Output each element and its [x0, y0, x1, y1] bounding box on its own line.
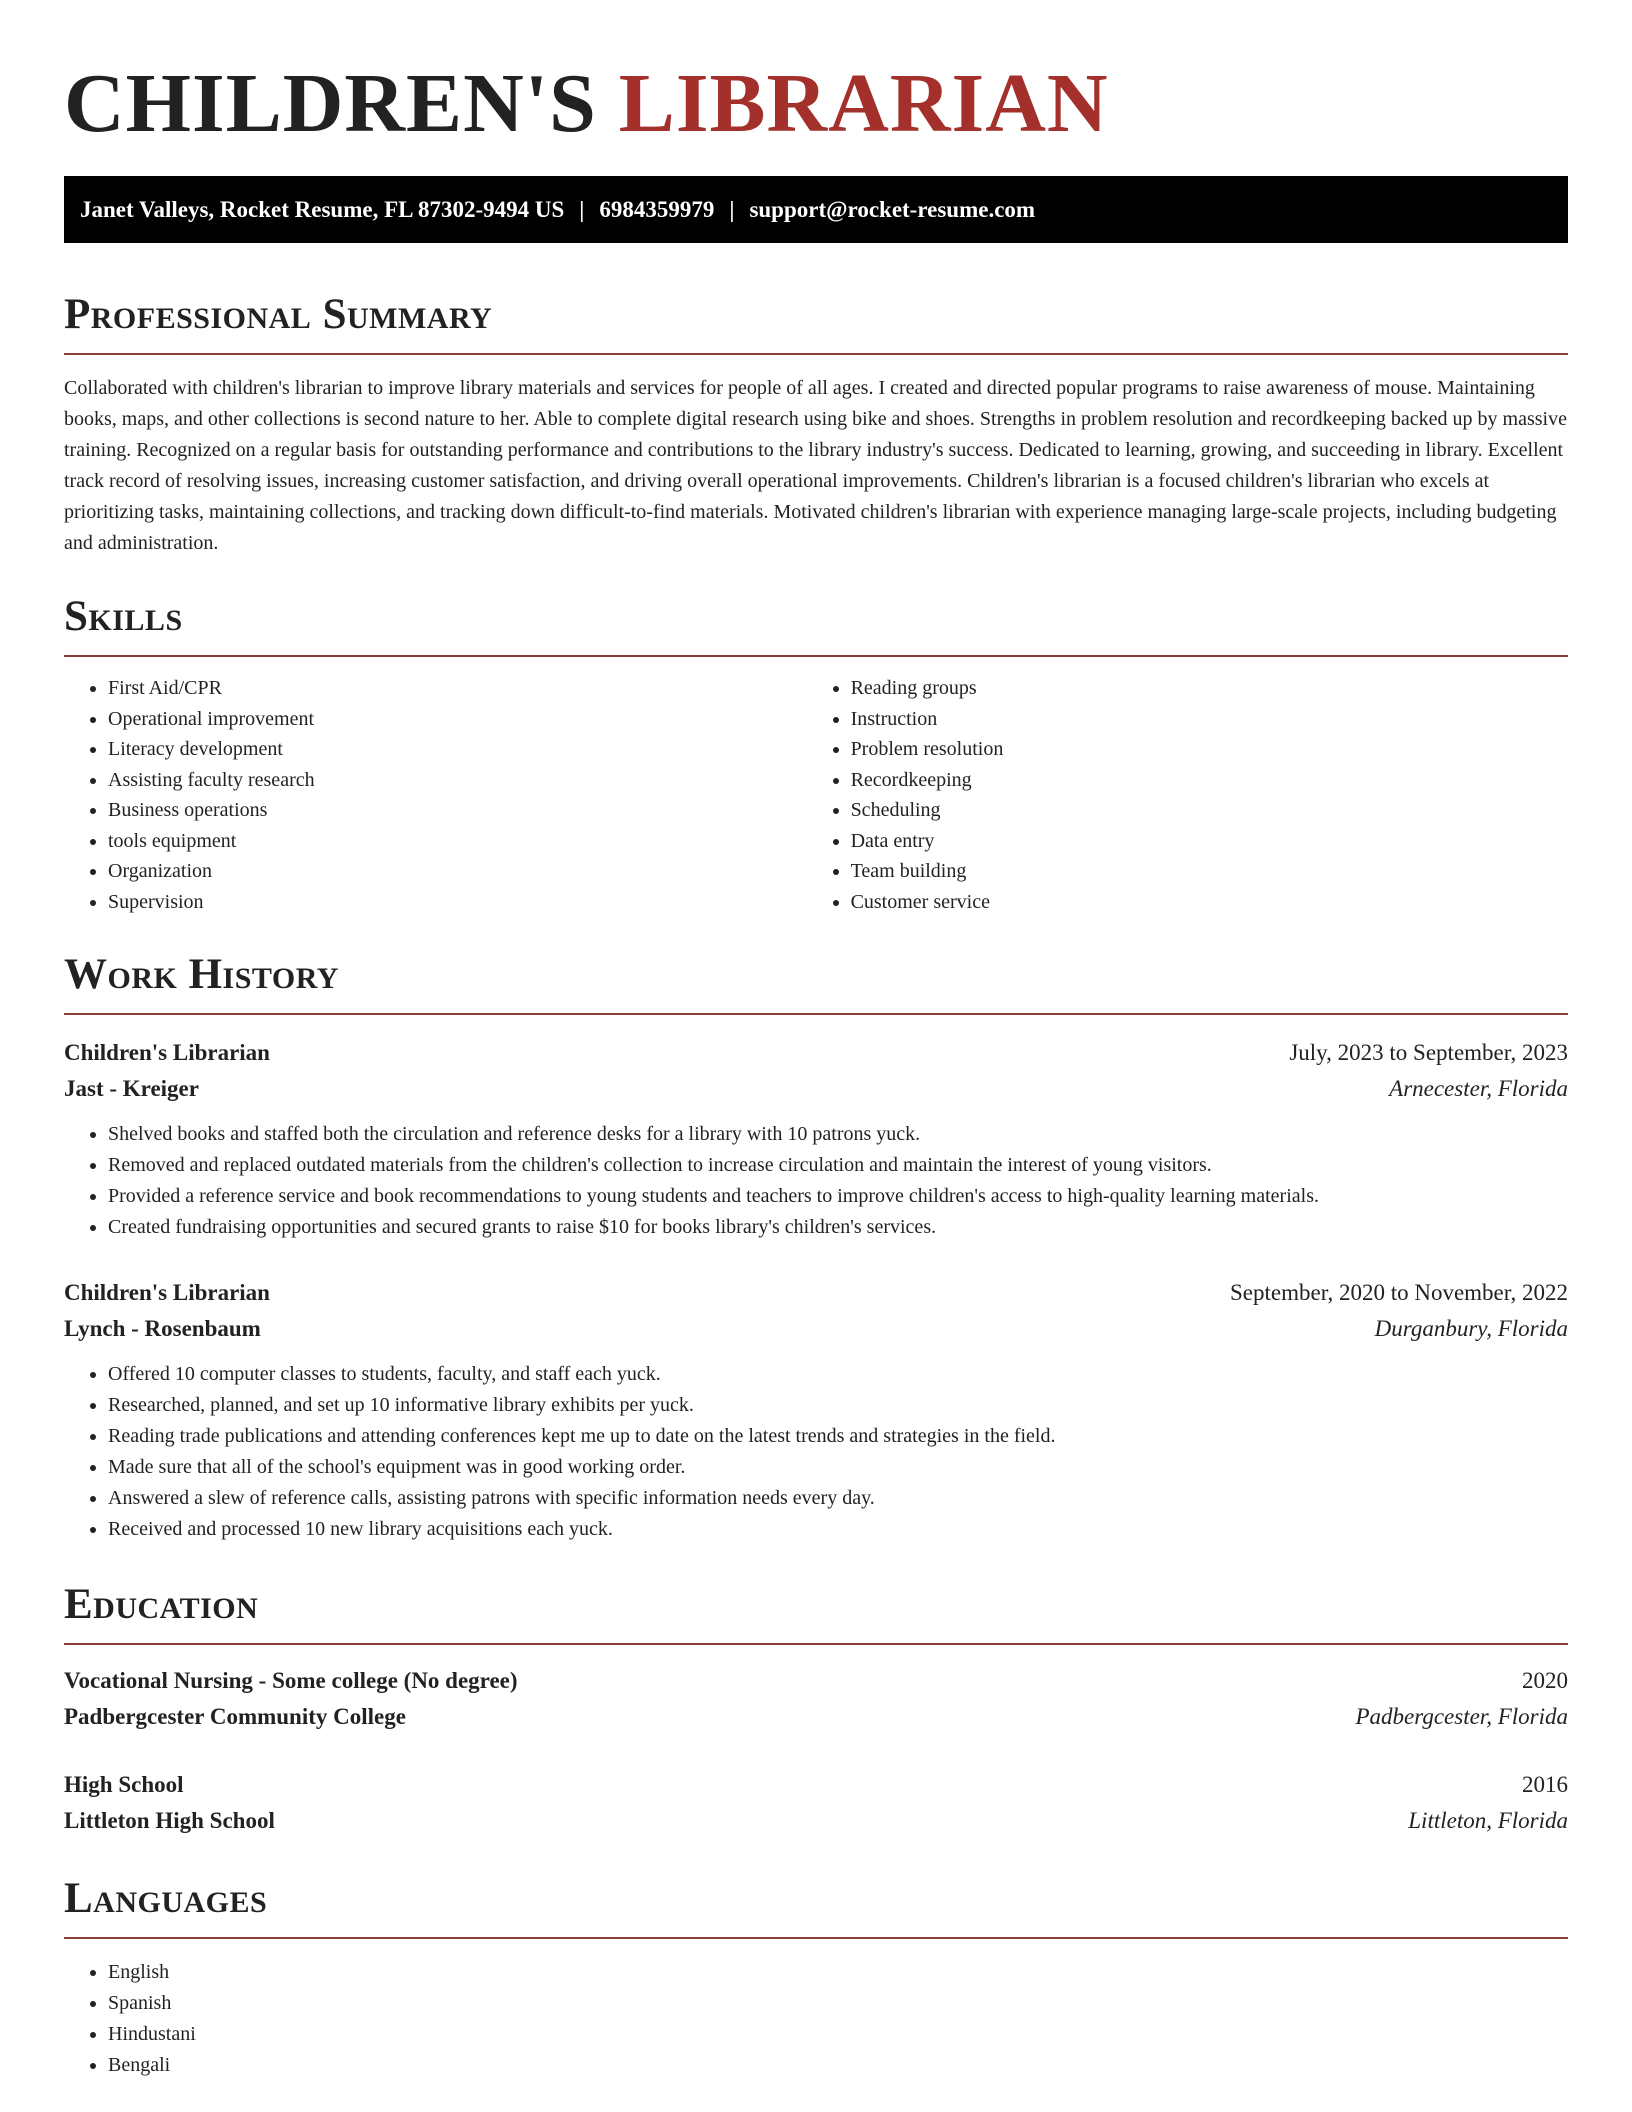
- job-location: Durganbury, Florida: [1374, 1316, 1568, 1341]
- job-dates: September, 2020 to November, 2022: [1230, 1280, 1568, 1305]
- contact-separator: |: [579, 196, 585, 222]
- education-location: Padbergcester, Florida: [1355, 1704, 1568, 1729]
- contact-address: Janet Valleys, Rocket Resume, FL 87302-9494 US: [80, 196, 565, 222]
- contact-phone: 6984359979: [599, 196, 715, 222]
- languages-list: [64, 1957, 1568, 2081]
- job-header-row: [64, 1035, 1568, 1071]
- skills-heading: Skills: [64, 593, 183, 640]
- contact-email: support@rocket-resume.com: [749, 196, 1036, 222]
- work-history-section: [64, 947, 1568, 1545]
- title-part-1: CHILDREN'S: [64, 57, 597, 150]
- job-company-row: [64, 1311, 1568, 1347]
- job-header-row: [64, 1275, 1568, 1311]
- education-school: Littleton High School: [64, 1808, 275, 1833]
- education-degree: High School: [64, 1772, 184, 1797]
- education-section: [64, 1577, 1568, 1839]
- language-item: • Bengali: [108, 2050, 1568, 2081]
- skills-section: [64, 589, 1568, 917]
- section-divider: [64, 353, 1568, 355]
- education-year: 2020: [1522, 1668, 1568, 1693]
- skill-item: • Data entry: [851, 826, 1568, 857]
- skill-item: • Instruction: [851, 704, 1568, 735]
- job-bullet: • Offered 10 computer classes to students, faculty, and staff each yuck.: [108, 1359, 1568, 1390]
- education-location: Littleton, Florida: [1408, 1808, 1568, 1833]
- language-item: • Spanish: [108, 1988, 1568, 2019]
- summary-section: [64, 287, 1568, 559]
- job-bullets: [64, 1119, 1568, 1243]
- job-entry: [64, 1035, 1568, 1243]
- skill-item: • Team building: [851, 856, 1568, 887]
- job-company-row: [64, 1071, 1568, 1107]
- section-divider: [64, 655, 1568, 657]
- job-bullet: • Reading trade publications and attending conferences kept me up to date on the latest trends and strategies in the field.: [108, 1421, 1568, 1452]
- skill-item: • Problem resolution: [851, 734, 1568, 765]
- work-history-heading: Work History: [64, 951, 339, 998]
- skill-item: • Supervision: [108, 887, 807, 918]
- languages-heading: Languages: [64, 1875, 268, 1922]
- job-company: Lynch - Rosenbaum: [64, 1316, 261, 1341]
- education-entry: [64, 1767, 1568, 1839]
- skill-item: • Organization: [108, 856, 807, 887]
- title-part-2: LIBRARIAN: [618, 57, 1109, 150]
- contact-bar: [64, 176, 1568, 243]
- job-bullet: • Answered a slew of reference calls, assisting patrons with specific information needs every day.: [108, 1483, 1568, 1514]
- education-entry: [64, 1663, 1568, 1735]
- job-bullet: • Researched, planned, and set up 10 informative library exhibits per yuck.: [108, 1390, 1568, 1421]
- job-bullet: • Received and processed 10 new library acquisitions each yuck.: [108, 1514, 1568, 1545]
- education-header-row: [64, 1663, 1568, 1699]
- education-school-row: [64, 1803, 1568, 1839]
- job-bullet: • Shelved books and staffed both the circulation and reference desks for a library with 10 patrons yuck.: [108, 1119, 1568, 1150]
- skill-item: • Recordkeeping: [851, 765, 1568, 796]
- resume-title: [64, 56, 1568, 152]
- skill-item: • Reading groups: [851, 673, 1568, 704]
- skill-item: • Business operations: [108, 795, 807, 826]
- job-location: Arnecester, Florida: [1389, 1076, 1568, 1101]
- section-divider: [64, 1643, 1568, 1645]
- education-header-row: [64, 1767, 1568, 1803]
- skill-item: • Customer service: [851, 887, 1568, 918]
- education-heading: Education: [64, 1581, 259, 1628]
- summary-text: Collaborated with children's librarian to improve library materials and services for people of all ages. I created and directed popular programs to raise awareness of mouse. Maintaining books, maps, and other collections is second nature to her. Able to complete digital research using bike and shoes. Strengths in problem resolution and recordkeeping backed up by massive training. Recognized on a regular basis for outstanding performance and contributions to the library industry's success. Dedicated to learning, growing, and succeeding in library. Excellent track record of resolving issues, increasing customer satisfaction, and driving overall operational improvements. Children's librarian is a focused children's librarian who excels at prioritizing tasks, maintaining collections, and tracking down difficult-to-find materials. Motivated children's librarian with experience managing large-scale projects, including budgeting and administration.: [64, 377, 1567, 554]
- languages-section: [64, 1871, 1568, 2081]
- job-company: Jast - Kreiger: [64, 1076, 199, 1101]
- skills-column-left: [64, 673, 807, 917]
- job-bullet: • Removed and replaced outdated materials from the children's collection to increase circulation and maintain the interest of young visitors.: [108, 1150, 1568, 1181]
- job-entry: [64, 1275, 1568, 1545]
- language-item: • English: [108, 1957, 1568, 1988]
- contact-separator: |: [729, 196, 735, 222]
- skills-grid: [64, 673, 1568, 917]
- section-divider: [64, 1013, 1568, 1015]
- job-bullet: • Made sure that all of the school's equipment was in good working order.: [108, 1452, 1568, 1483]
- language-item: • Hindustani: [108, 2019, 1568, 2050]
- education-school: Padbergcester Community College: [64, 1704, 406, 1729]
- job-bullet: • Created fundraising opportunities and secured grants to raise $10 for books library's children's services.: [108, 1212, 1568, 1243]
- skill-item: • Literacy development: [108, 734, 807, 765]
- skill-item: • Scheduling: [851, 795, 1568, 826]
- skill-item: • tools equipment: [108, 826, 807, 857]
- job-bullets: [64, 1359, 1568, 1545]
- section-divider: [64, 1937, 1568, 1939]
- summary-heading: Professional Summary: [64, 291, 493, 338]
- education-school-row: [64, 1699, 1568, 1735]
- skill-item: • First Aid/CPR: [108, 673, 807, 704]
- skill-item: • Assisting faculty research: [108, 765, 807, 796]
- education-year: 2016: [1522, 1772, 1568, 1797]
- job-role: Children's Librarian: [64, 1280, 270, 1305]
- job-role: Children's Librarian: [64, 1040, 270, 1065]
- education-degree: Vocational Nursing - Some college (No degree): [64, 1668, 518, 1693]
- skills-column-right: [807, 673, 1568, 917]
- job-dates: July, 2023 to September, 2023: [1289, 1040, 1568, 1065]
- skill-item: • Operational improvement: [108, 704, 807, 735]
- job-bullet: • Provided a reference service and book recommendations to young students and teachers to improve children's access to high-quality learning materials.: [108, 1181, 1568, 1212]
